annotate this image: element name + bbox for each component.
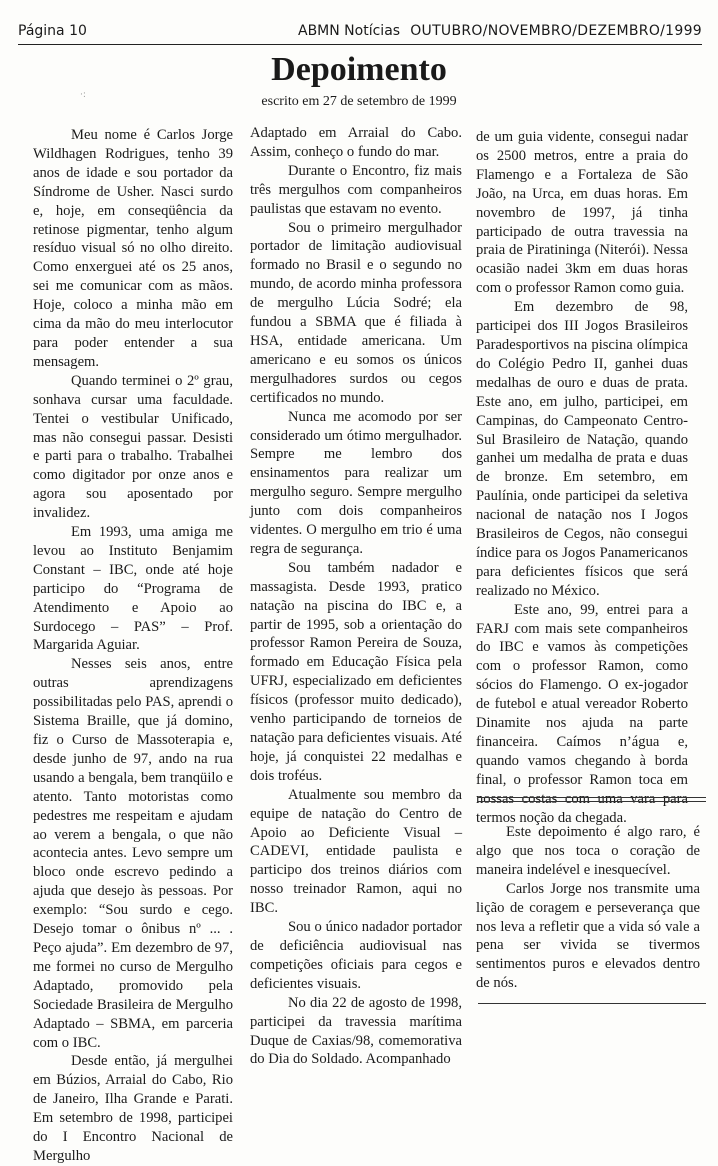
paragraph: Atualmente sou membro da equipe de natação do Centro de Apoio ao Deficiente Visual – CADEVI, entidade paulista e participo dos treinos diários com nosso treinador Ramon, aqui no IBC.: [250, 786, 462, 917]
paragraph: Sou também nadador e massagista. Desde 1993, pratico natação na piscina do IBC e, a partir de 1995, sob a orientação do professor Ramon Pereira de Souza, formado em Educação Física pela UFRJ, especializado em deficientes físicos (professor muito dedicado), venho participando de torneios de natação para deficientes visuais. Até hoje, já conquistei 22 medalhas e dois troféus.: [250, 559, 462, 784]
paragraph: Desde então, já mergulhei em Búzios, Arraial do Cabo, Rio de Janeiro, Ilha Grande e Parati. Em setembro de 1998, participei do I Encontro Nacional de Mergulho: [33, 1053, 233, 1164]
paragraph: Meu nome é Carlos Jorge Wildhagen Rodrigues, tenho 39 anos de idade e sou portador da Síndrome de Usher. Nasci surdo e, hoje, em conseqüência da retinose pigmentar, tenho algum resíduo visual só no olho direito. Como enxerguei até os 25 anos, sei me comunicar com as mãos. Hoje, coloco a minha mão em cima da mão do meu interlocutor para poder entender a sua mensagem.: [33, 127, 233, 370]
scan-speck: ·:: [80, 90, 86, 100]
paragraph: No dia 22 de agosto de 1998, participei da travessia marítima Duque de Caxias/98, comemorativa do Dia do Soldado. Acompanhado: [250, 994, 462, 1068]
page-number: Página 10: [18, 23, 87, 39]
note-paragraph: Este depoimento é algo raro, é algo que nos toca o coração de maneira indelével e inesquecível.: [476, 824, 700, 878]
article-subtitle: escrito em 27 de setembro de 1999: [261, 94, 457, 109]
column-3: [476, 128, 688, 828]
article-title: Depoimento: [271, 51, 447, 88]
column-2: [250, 124, 462, 1069]
paragraph: Nesses seis anos, entre outras aprendizagens possibilitadas pelo PAS, aprendi o Sistema Braille, que já domino, fiz o Curso de Massoterapia e, desde junho de 97, ando na rua usando a bengala, bem tranqüilo e atento. Tanto motoristas como pedestres me respeitam e ajudam ao verem a bengala, o que não acontecia antes. Levo sempre um bloco onde escrevo pedindo a ajuda que desejo às pessoas. Por exemplo: “Sou surdo e cego. Desejo tomar o ônibus nº ... . Peço ajuda”. Em dezembro de 97, me formei no curso de Mergulho Adaptado, promovido pela Sociedade Brasileira de Mergulho Adaptado – SBMA, em parceria com o IBC.: [33, 656, 233, 1051]
paragraph: Durante o Encontro, fiz mais três mergulhos com companheiros paulistas que estavam no evento.: [250, 162, 462, 217]
page-header: [18, 18, 702, 45]
column-1: [33, 126, 233, 1166]
divider-rule: [478, 797, 706, 798]
paragraph: de um guia vidente, consegui nadar os 2500 metros, entre a praia do Flamengo e a Fortaleza de São João, na Urca, em duas horas. Em novembro de 1997, já tinha participado de outra travessia na praia de Piratininga (Niterói). Nessa ocasião nadei 3km em duas horas com o professor Ramon como guia.: [476, 129, 688, 297]
paragraph: Em dezembro de 98, participei dos III Jogos Brasileiros Paradesportivos na piscina olímpica do Colégio Pedro II, ganhei duas medalhas de ouro e duas de prata. Este ano, em julho, participei, em Campinas, do Campeonato Centro-Sul Brasileiro de Natação, quando ganhei um medalha de prata e duas de bronze. Em setembro, em Paulínia, onde participei da seletiva nacional de natação nos I Jogos Brasileiros de Cegos, não consegui índice para os Jogos Panamericanos para deficientes físicos que será realizado no México.: [476, 299, 688, 599]
note-paragraph: Carlos Jorge nos transmite uma lição de coragem e perseverança que nos leva a refletir que a vida só vale a pena ser vivida se tivermos sentimentos puros e elevados dentro de nós.: [476, 880, 700, 992]
editorial-note: [476, 823, 700, 993]
divider-rule: [478, 1003, 706, 1004]
paragraph: Este ano, 99, entrei para a FARJ com mais sete companheiros do IBC e vamos às competições com o professor Ramon, como sócios do Flamengo. O ex-jogador de futebol e atual vereador Roberto Dinamite nos ajuda na parte financeira. Caímos n’água e, quando vamos chegando à borda final, o professor Ramon toca em nossas costas com uma vara para termos noção da chegada.: [476, 601, 688, 826]
paragraph: Sou o primeiro mergulhador portador de limitação audiovisual formado no Brasil e o segundo no mundo, de acordo minha professora de mergulho Lúcia Sodré; ela fundou a SBMA que é filiada à HSA, entidade americana. Um americano e eu somos os únicos mergulhadores surdos ou cegos certificados no mundo.: [250, 219, 462, 406]
publication-name: ABMN Notícias: [298, 23, 401, 39]
issue-date: OUTUBRO/NOVEMBRO/DEZEMBRO/1999: [410, 23, 702, 39]
paragraph: Sou o único nadador portador de deficiência audiovisual nas competições oficiais para cegos e deficientes visuais.: [250, 919, 462, 992]
paragraph: Adaptado em Arraial do Cabo. Assim, conheço o fundo do mar.: [250, 125, 462, 160]
paragraph: Em 1993, uma amiga me levou ao Instituto Benjamim Constant – IBC, onde até hoje participo do “Programa de Atendimento e Apoio ao Surdocego – PAS” – Prof. Margarida Aguiar.: [33, 524, 233, 654]
paragraph: Quando terminei o 2º grau, sonhava cursar uma faculdade. Tentei o vestibular Unificado, mas não consegui passar. Desisti e parti para o trabalho. Trabalhei como digitador por onze anos e agora sou aposentado por invalidez.: [33, 372, 233, 522]
divider-rule: [478, 801, 706, 802]
paragraph: Nunca me acomodo por ser considerado um ótimo mergulhador. Sempre me lembro dos ensinamentos para realizar um mergulho seguro. Sempre mergulho junto com dois companheiros videntes. O mergulho em trio é uma regra de segurança.: [250, 408, 462, 557]
